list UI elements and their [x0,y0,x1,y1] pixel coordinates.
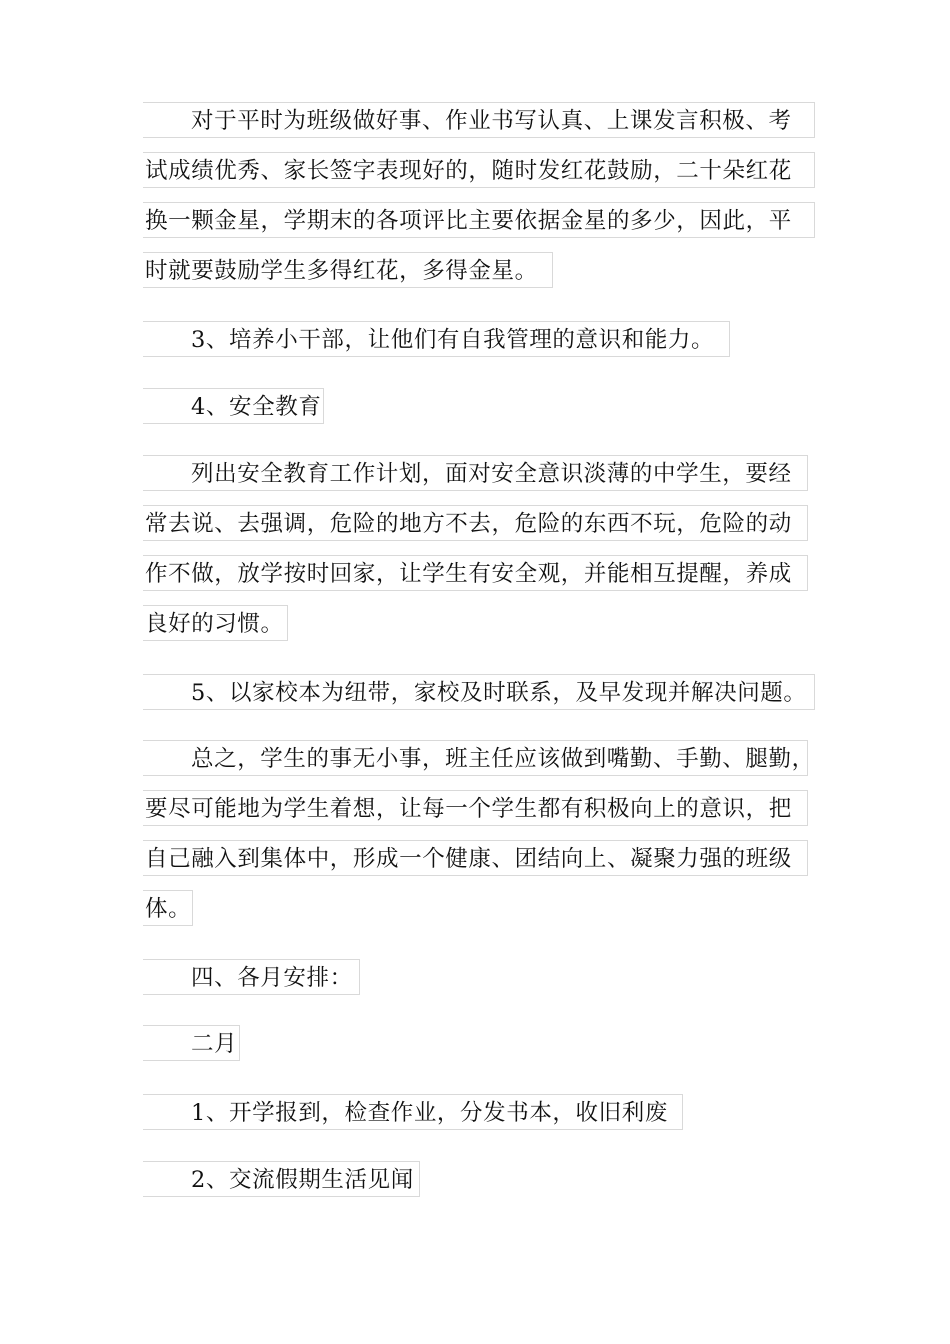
paragraph-safety-line-1: 列出安全教育工作计划，面对安全意识淡薄的中学生，要经 [143,455,808,491]
paragraph-summary-line-2: 要尽可能地为学生着想，让每一个学生都有积极向上的意识，把 [143,790,808,826]
month-heading-february: 二月 [143,1025,240,1061]
paragraph-safety-line-2: 常去说、去强调，危险的地方不去，危险的东西不玩，危险的动 [143,505,808,541]
paragraph-item-5: 5、以家校本为纽带，家校及时联系，及早发现并解决问题。 [143,674,815,710]
paragraph-summary-line-3: 自己融入到集体中，形成一个健康、团结向上、凝聚力强的班级 [143,840,808,876]
february-item-1: 1、开学报到，检查作业，分发书本，收旧利废 [143,1094,683,1130]
february-item-2: 2、交流假期生活见闻 [143,1161,420,1197]
paragraph-rewards-line-1: 对于平时为班级做好事、作业书写认真、上课发言积极、考 [143,102,815,138]
paragraph-summary-line-1: 总之，学生的事无小事，班主任应该做到嘴勤、手勤、腿勤， [143,740,808,776]
paragraph-item-3: 3、培养小干部，让他们有自我管理的意识和能力。 [143,321,730,357]
paragraph-rewards-line-4: 时就要鼓励学生多得红花，多得金星。 [143,252,553,288]
paragraph-item-4-heading: 4、安全教育 [143,388,324,424]
paragraph-safety-line-4: 良好的习惯。 [143,605,288,641]
section-heading-monthly: 四、各月安排： [143,959,360,995]
paragraph-rewards-line-2: 试成绩优秀、家长签字表现好的，随时发红花鼓励，二十朵红花 [143,152,815,188]
paragraph-rewards-line-3: 换一颗金星，学期末的各项评比主要依据金星的多少，因此，平 [143,202,815,238]
paragraph-safety-line-3: 作不做，放学按时回家，让学生有安全观，并能相互提醒，养成 [143,555,808,591]
paragraph-summary-line-4: 体。 [143,890,193,926]
